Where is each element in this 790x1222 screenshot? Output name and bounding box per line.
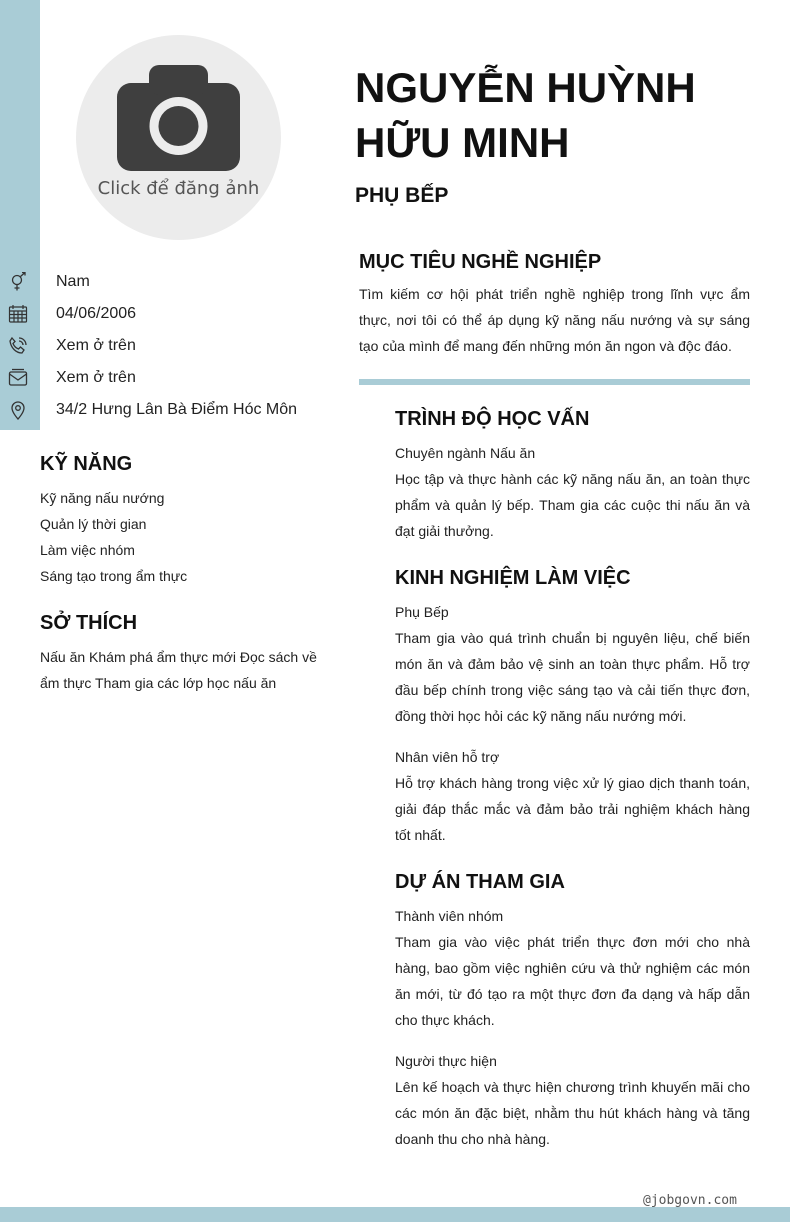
experience-role: Nhân viên hỗ trợ xyxy=(395,749,500,765)
calendar-icon xyxy=(8,304,30,326)
objective-heading: MỤC TIÊU NGHỀ NGHIỆP xyxy=(359,251,602,273)
education-heading: TRÌNH ĐỘ HỌC VẤN xyxy=(395,408,590,430)
experience-text: Hỗ trợ khách hàng trong việc xử lý giao dịch thanh toán, giải đáp thắc mắc và đảm bảo trải nghiệm khách hàng tốt nhất. xyxy=(395,775,750,843)
experience-heading: KINH NGHIỆM LÀM VIỆC xyxy=(395,567,631,589)
education-text: Học tập và thực hành các kỹ năng nấu ăn, an toàn thực phẩm và quản lý bếp. Tham gia các cuộc thi nấu ăn và đạt giải thưởng. xyxy=(395,471,750,539)
photo-upload[interactable] xyxy=(76,35,281,240)
project-text: Lên kế hoạch và thực hiện chương trình khuyến mãi cho các món ăn đặc biệt, nhằm thu hút khách hàng và tăng doanh thu cho nhà hàng. xyxy=(395,1079,750,1147)
photo-upload-label: Click để đăng ảnh xyxy=(97,178,260,199)
project-role: Thành viên nhóm xyxy=(395,908,504,924)
contact-email xyxy=(0,366,330,390)
phone-value: Xem ở trên xyxy=(56,337,136,354)
contact-birthday xyxy=(0,302,330,326)
hobbies-heading: SỞ THÍCH xyxy=(40,612,138,634)
phone-icon xyxy=(8,336,30,358)
projects-heading: DỰ ÁN THAM GIA xyxy=(395,871,565,893)
bottom-accent-bar xyxy=(0,1207,790,1222)
skill-item: Làm việc nhóm xyxy=(40,542,135,558)
skill-item: Kỹ năng nấu nướng xyxy=(40,490,165,506)
gender-value: Nam xyxy=(56,273,90,290)
birthday-value: 04/06/2006 xyxy=(56,305,137,322)
project-text: Tham gia vào việc phát triển thực đơn mới cho nhà hàng, bao gồm việc nghiên cứu và thử nghiệm các món ăn mới, từ đó tạo ra một thực đơn đa dạng và hấp dẫn cho thực khách. xyxy=(395,934,750,1028)
job-title: PHỤ BẾP xyxy=(355,184,449,207)
skills-heading: KỸ NĂNG xyxy=(40,453,133,475)
camera-icon xyxy=(117,65,240,176)
objective-text: Tìm kiếm cơ hội phát triển nghề nghiệp trong lĩnh vực ẩm thực, nơi tôi có thể áp dụng kỹ năng nấu nướng và sự sáng tạo của mình để mang đến những món ăn ngon và độc đáo. xyxy=(359,286,750,354)
skill-item: Sáng tạo trong ẩm thực xyxy=(40,568,188,584)
experience-role: Phụ Bếp xyxy=(395,604,449,620)
footer-watermark: @jobgovn.com xyxy=(643,1193,737,1208)
mail-icon xyxy=(8,368,30,390)
location-pin-icon xyxy=(8,400,30,422)
hobbies-text: Nấu ăn Khám phá ẩm thực mới Đọc sách về ẩm thực Tham gia các lớp học nấu ăn xyxy=(40,649,317,691)
contact-phone xyxy=(0,334,330,358)
contact-gender xyxy=(0,270,330,294)
project-role: Người thực hiện xyxy=(395,1053,497,1069)
candidate-name: NGUYỄN HUỲNH HỮU MINH xyxy=(355,64,696,166)
section-divider xyxy=(359,379,750,385)
address-value: 34/2 Hưng Lân Bà Điểm Hóc Môn xyxy=(56,401,298,418)
email-value: Xem ở trên xyxy=(56,369,136,386)
gender-icon xyxy=(8,272,30,294)
education-major: Chuyên ngành Nấu ăn xyxy=(395,445,536,461)
contact-address xyxy=(0,398,330,422)
experience-text: Tham gia vào quá trình chuẩn bị nguyên liệu, chế biến món ăn và đảm bảo vệ sinh an toàn thực phẩm. Hỗ trợ đầu bếp chính trong việc sáng tạo và cải tiến thực đơn, đồng thời học hỏi các kỹ năng nấu nướng mới. xyxy=(395,630,750,724)
skill-item: Quản lý thời gian xyxy=(40,516,147,532)
